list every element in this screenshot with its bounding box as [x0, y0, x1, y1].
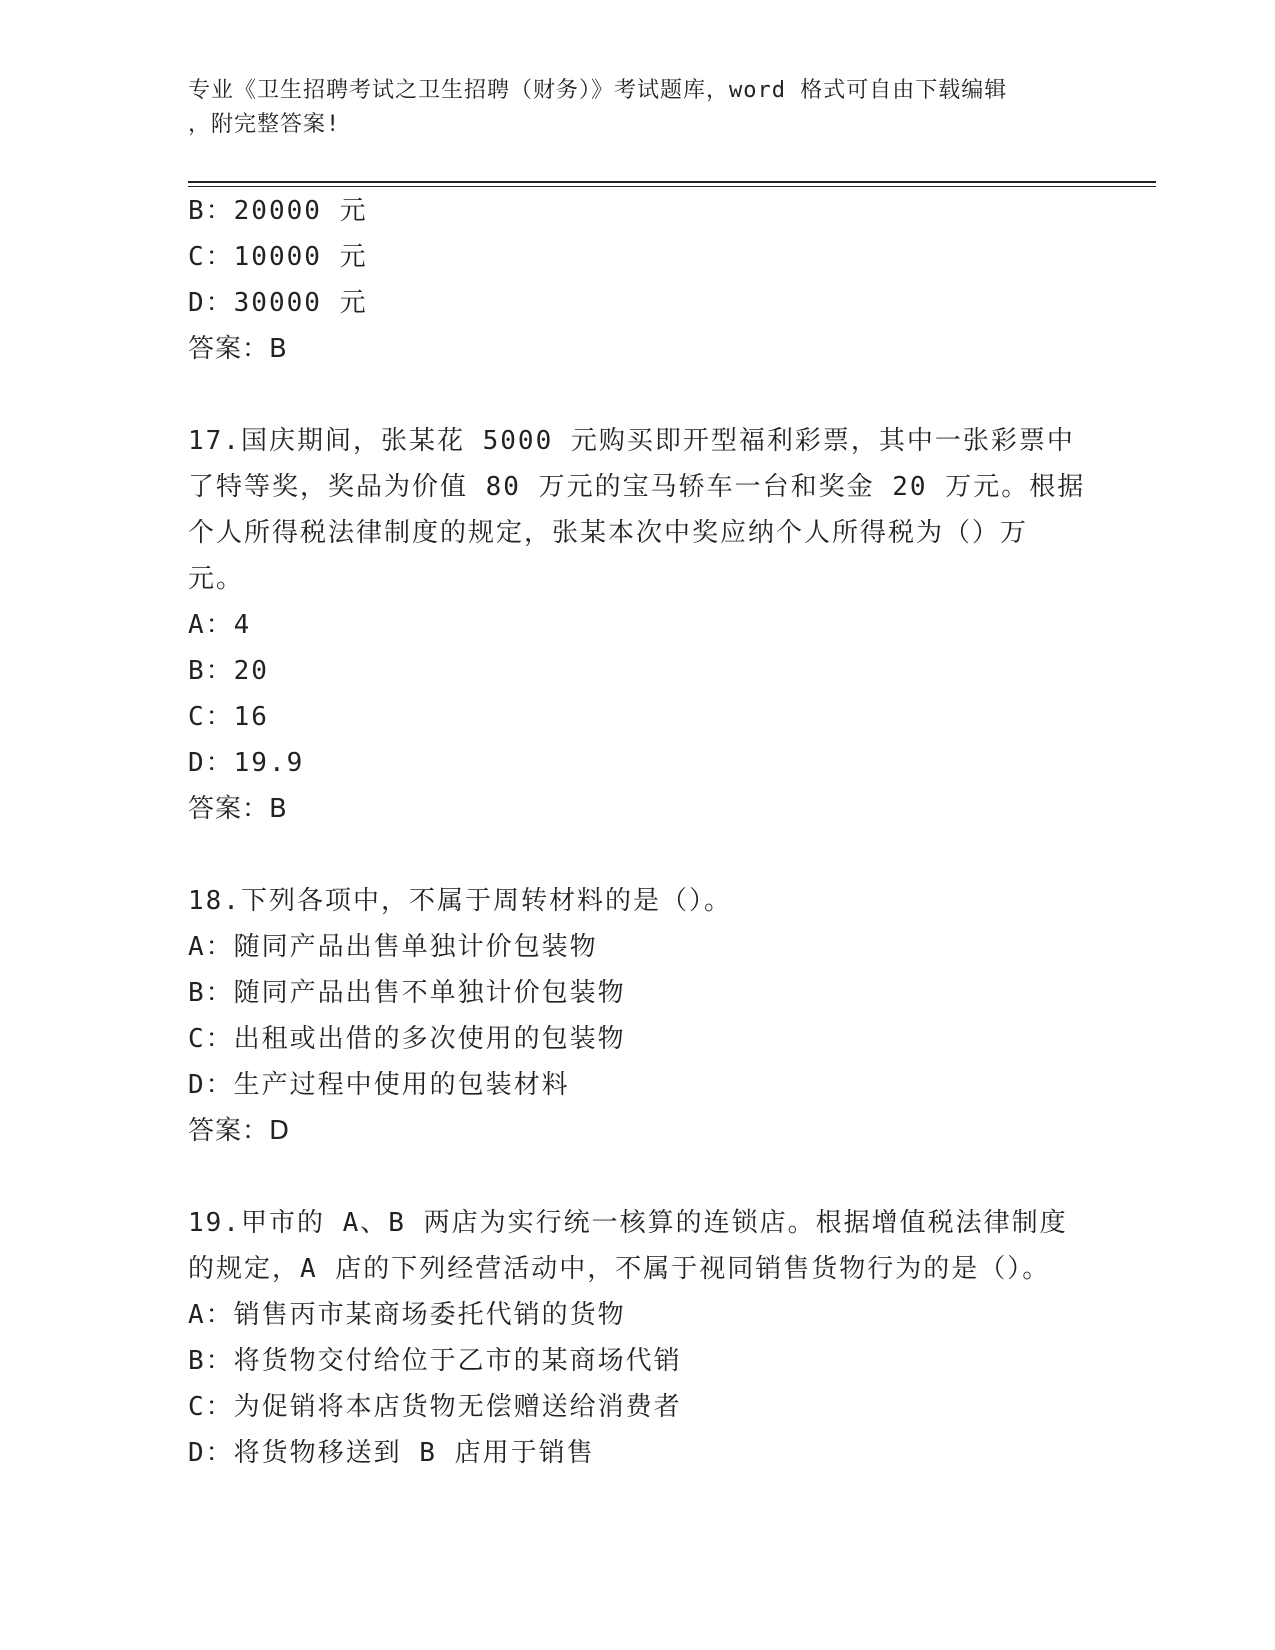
- option-text: 20000 元: [233, 196, 368, 226]
- option-label: B：: [188, 978, 234, 1008]
- option-label: A：: [188, 932, 234, 962]
- option-label: C：: [188, 242, 234, 272]
- option-label: D：: [188, 288, 234, 318]
- option-label: C：: [188, 1392, 234, 1422]
- option-text: 20: [233, 656, 269, 686]
- spacer: [188, 1154, 1068, 1200]
- option-text: 销售丙市某商场委托代销的货物: [233, 1300, 626, 1330]
- option-text: 为促销将本店货物无偿赠送给消费者: [233, 1392, 682, 1422]
- question-stem-line: 元。: [188, 564, 245, 594]
- spacer: [188, 832, 1068, 878]
- answer-line: 答案：D: [188, 1116, 291, 1146]
- option-label: D：: [188, 1438, 234, 1468]
- document-body: [188, 188, 1086, 1476]
- question-stem-line: 了特等奖，奖品为价值 80 万元的宝马轿车一台和奖金 20 万元。根据: [188, 472, 1086, 502]
- option-b: [188, 1338, 1068, 1384]
- header-line-1: 专业《卫生招聘考试之卫生招聘（财务）》考试题库，word 格式可自由下载编辑: [188, 78, 1008, 103]
- option-text: 出租或出借的多次使用的包装物: [233, 1024, 626, 1054]
- option-label: A：: [188, 1300, 234, 1330]
- option-text: 19.9: [233, 748, 305, 778]
- option-text: 30000 元: [233, 288, 368, 318]
- option-a: [188, 1292, 1068, 1338]
- question-18: [188, 878, 1068, 1154]
- header-divider-thin: [188, 186, 1156, 187]
- question-stem-line: 17.国庆期间，张某花 5000 元购买即开型福利彩票，其中一张彩票中: [188, 426, 1075, 456]
- question-19: [188, 1200, 1068, 1476]
- answer-line: 答案：B: [188, 794, 288, 824]
- option-text: 16: [233, 702, 269, 732]
- option-text: 将货物交付给位于乙市的某商场代销: [233, 1346, 682, 1376]
- answer-line: 答案：B: [188, 334, 288, 364]
- header-divider-thick: [188, 181, 1156, 183]
- option-c: [188, 1384, 1068, 1430]
- option-text: 4: [233, 610, 252, 640]
- option-a: [188, 924, 1068, 970]
- question-stem-line: 18.下列各项中，不属于周转材料的是（）。: [188, 886, 732, 916]
- option-b: [188, 188, 1068, 234]
- option-a: [188, 602, 1068, 648]
- question-stem-line: 个人所得税法律制度的规定，张某本次中奖应纳个人所得税为（）万: [188, 518, 1029, 548]
- option-d: [188, 1062, 1068, 1108]
- option-text: 生产过程中使用的包装材料: [233, 1070, 570, 1100]
- option-b: [188, 648, 1068, 694]
- option-label: C：: [188, 1024, 234, 1054]
- option-d: [188, 740, 1068, 786]
- option-label: C：: [188, 702, 234, 732]
- option-c: [188, 1016, 1068, 1062]
- option-d: [188, 1430, 1068, 1476]
- header-line-2: ，附完整答案!: [188, 112, 341, 137]
- question-stem-line: 19.甲市的 A、B 两店为实行统一核算的连锁店。根据增值税法律制度: [188, 1208, 1068, 1238]
- document-header: [188, 74, 1088, 142]
- option-label: B：: [188, 656, 234, 686]
- option-c: [188, 694, 1068, 740]
- option-label: B：: [188, 196, 234, 226]
- option-label: A：: [188, 610, 234, 640]
- option-text: 10000 元: [233, 242, 368, 272]
- option-label: D：: [188, 748, 234, 778]
- option-label: B：: [188, 1346, 234, 1376]
- spacer: [188, 372, 1068, 418]
- option-d: [188, 280, 1068, 326]
- question-stem-line: 的规定，A 店的下列经营活动中，不属于视同销售货物行为的是（）。: [188, 1254, 1051, 1284]
- question-17: [188, 418, 1086, 832]
- option-text: 随同产品出售不单独计价包装物: [233, 978, 626, 1008]
- question-16-continued: [188, 188, 1068, 372]
- option-label: D：: [188, 1070, 234, 1100]
- option-b: [188, 970, 1068, 1016]
- option-c: [188, 234, 1068, 280]
- option-text: 随同产品出售单独计价包装物: [233, 932, 598, 962]
- option-text: 将货物移送到 B 店用于销售: [233, 1438, 595, 1468]
